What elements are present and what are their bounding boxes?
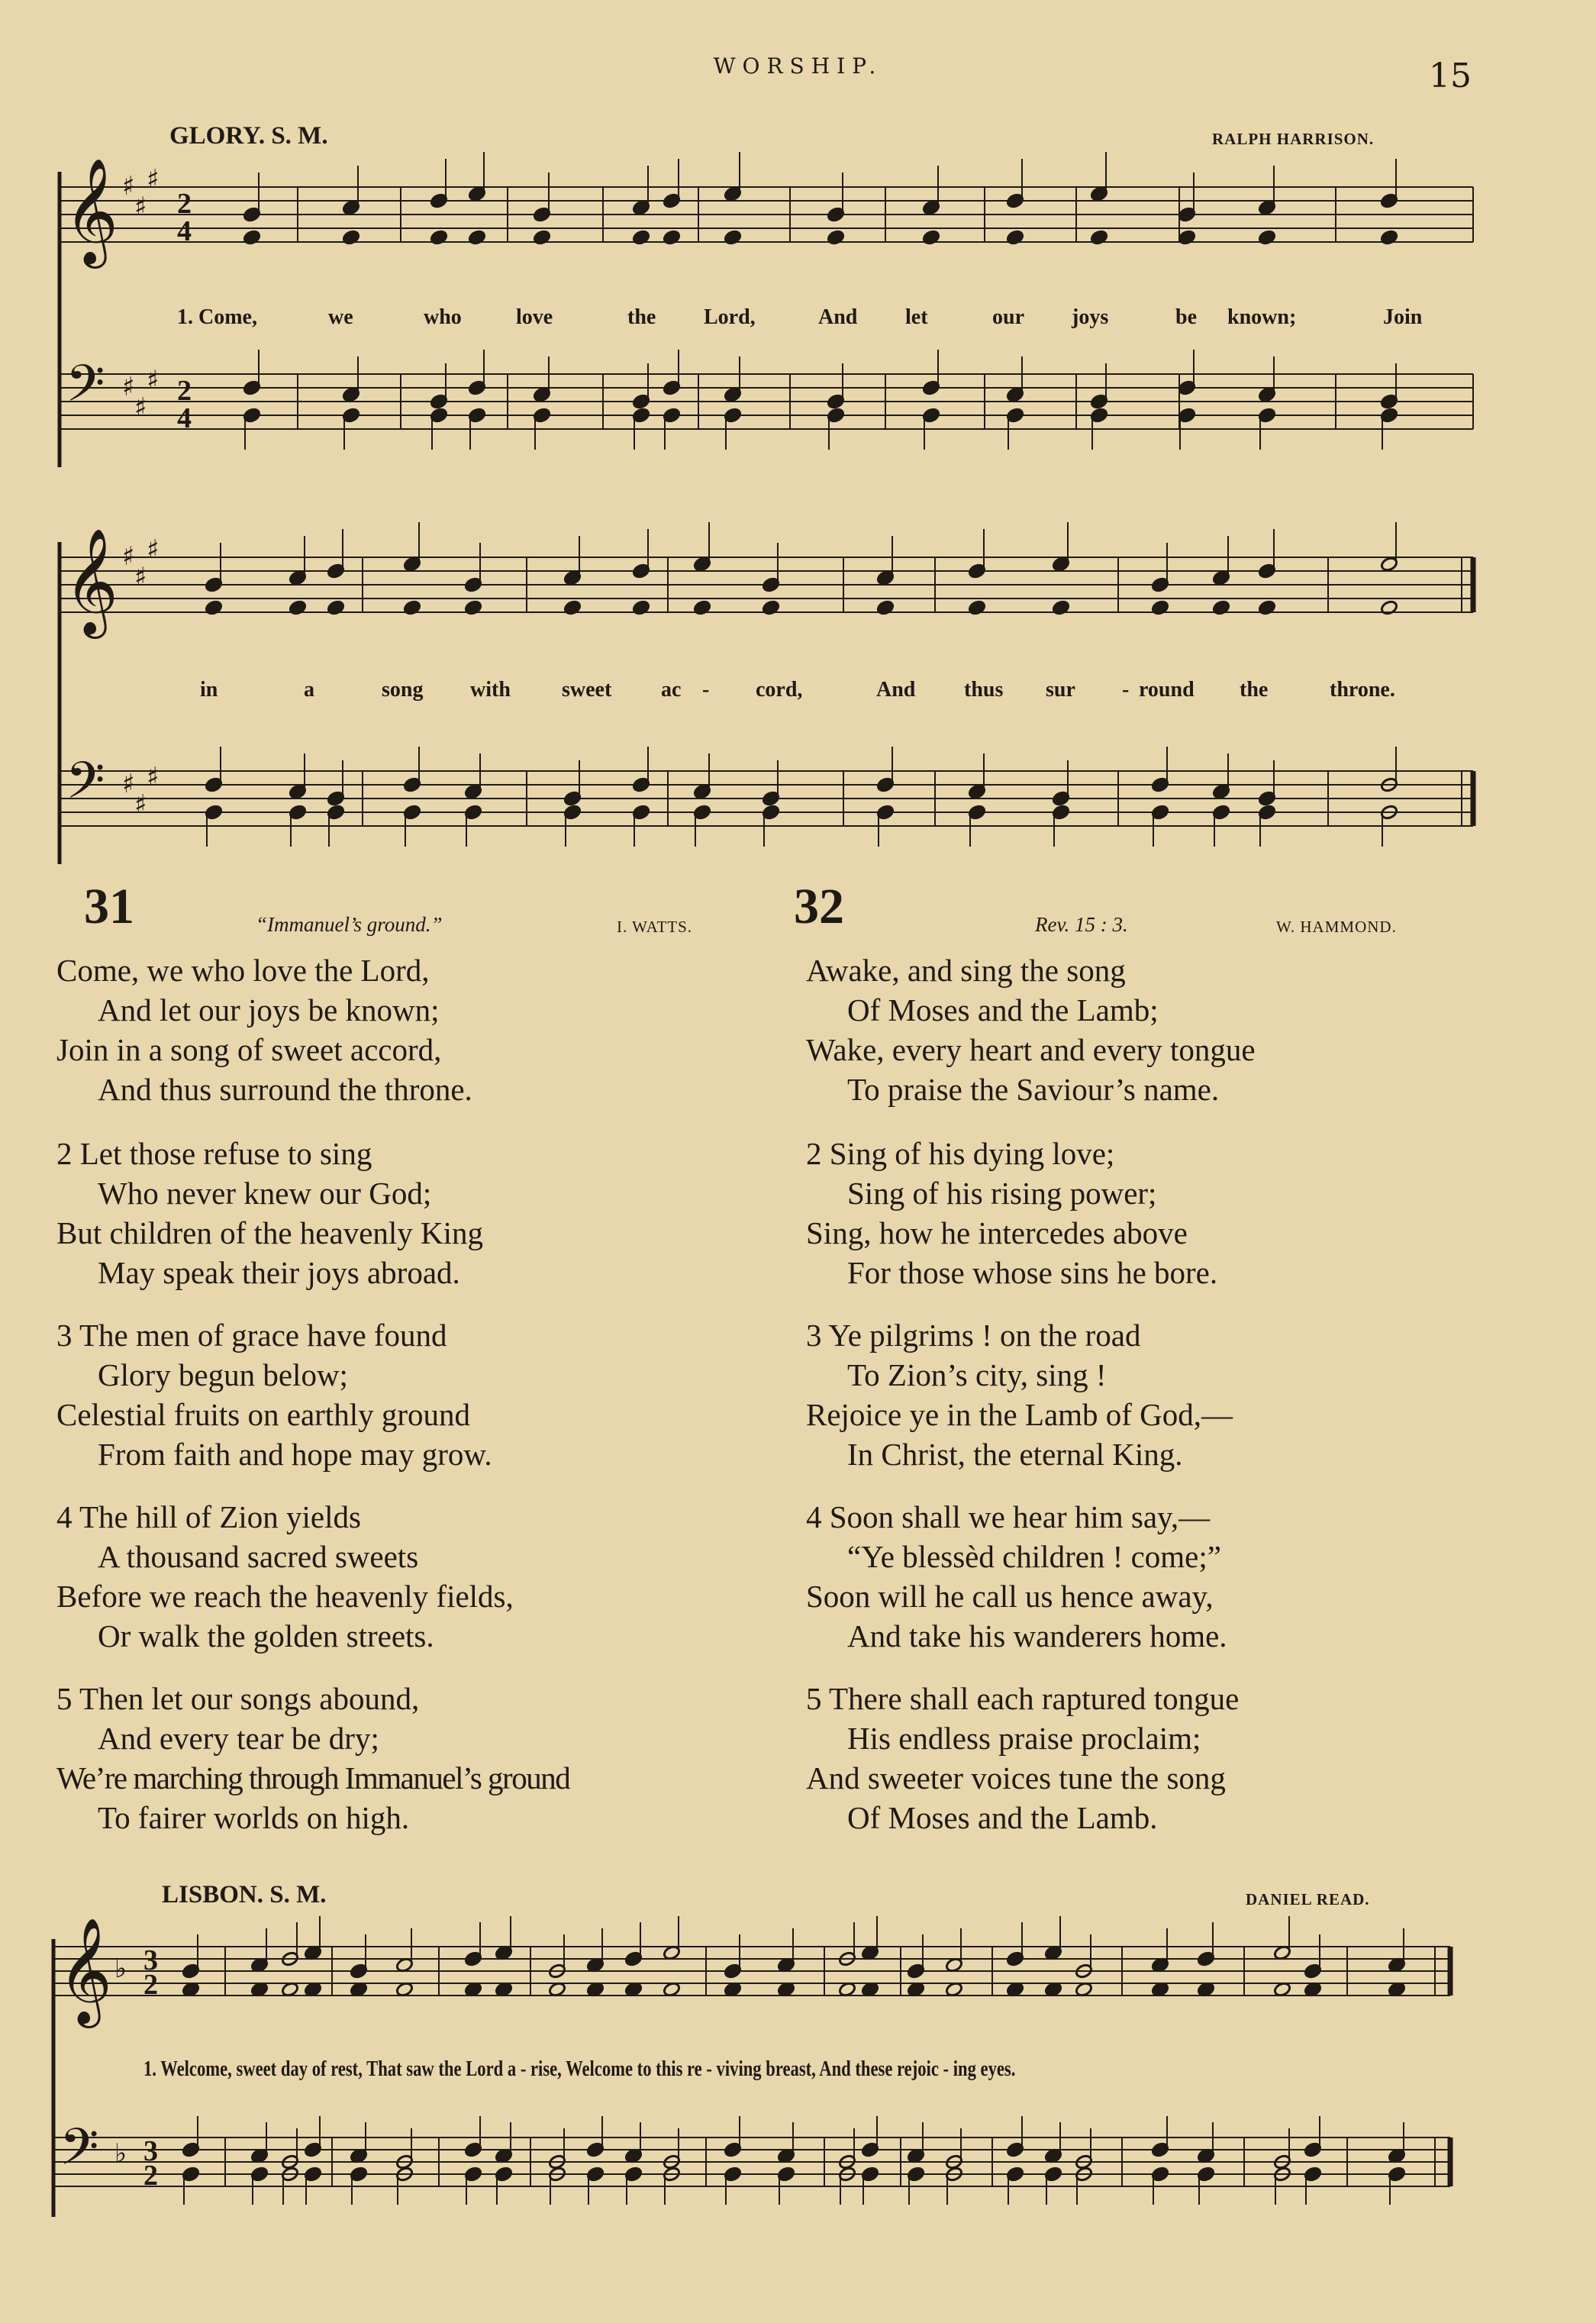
verse-line: Of Moses and the Lamb; [847,992,1159,1028]
lyric-syllable: thus [964,678,1004,702]
hymn-32-stanza-1 [806,950,1256,1109]
hymn-31-stanza-1 [56,950,472,1109]
hymn-31-reference: “Immanuel’s ground.” [256,913,443,936]
lyric-syllable: song [382,678,424,702]
quarter-note [663,229,681,245]
lyric-syllable: Join [1383,305,1423,329]
bass-clef: 𝄢 [66,354,105,425]
bass-clef: 𝄢 [60,2118,99,2189]
lyric-syllable: who [424,305,462,329]
lyric-syllable: sweet [562,678,612,702]
verse-line: To fairer worlds on high. [98,1800,410,1835]
hymn-32-stanza-4 [806,1497,1227,1656]
quarter-note [1052,599,1070,615]
verse-line: Awake, and sing the song [806,953,1126,988]
time-signature-bottom: 2 [143,1969,158,2001]
quarter-note [563,599,582,615]
verse-line: Sing of his rising power; [847,1176,1157,1211]
quarter-note [342,229,360,245]
quarter-note [922,229,940,245]
hymn-32-stanza-2 [806,1134,1217,1292]
quarter-note [1090,229,1108,245]
lyric-syllable: the [1240,678,1269,702]
lyric-syllable: throne. [1330,678,1395,702]
verse-line: But children of the heavenly King [56,1215,484,1250]
quarter-note [243,229,261,245]
time-signature-bottom: 2 [143,2160,158,2192]
lyric-syllable: sur [1046,678,1075,702]
verse-line: Celestial fruits on earthly ground [56,1397,470,1432]
verse-line: Wake, every heart and every tongue [806,1032,1256,1067]
quarter-note [876,599,895,615]
sharp-sign: ♯ [122,372,135,402]
verse-line: 3 Ye pilgrims ! on the road [806,1318,1141,1353]
verse-line: And let our joys be known; [98,992,440,1028]
time-signature-top: 3 [143,2135,158,2167]
quarter-note [1380,229,1398,245]
verse-line: A thousand sacred sweets [98,1539,419,1574]
lisbon-lyrics: 1. Welcome, sweet day of rest, That saw the Lord a - rise, Welcome to this re - viving breast, And these rejoic - ing eyes. [143,2057,1016,2081]
treble-clef: 𝄞 [64,528,118,634]
time-signature-top: 3 [143,1944,158,1976]
lyric-syllable: ac [661,678,682,702]
quarter-note [1006,229,1024,245]
verse-line: 2 Sing of his dying love; [806,1136,1115,1171]
lyric-syllable: round [1139,678,1195,702]
verse-line: For those whose sins he bore. [847,1255,1218,1290]
quarter-note [1258,599,1276,615]
time-signature-bottom: 4 [177,215,192,247]
hymn-31-author: I. WATTS. [617,918,693,936]
quarter-note [327,599,345,615]
hymn-number-31: 31 [84,879,134,934]
lyric-syllable: Lord, [704,305,756,329]
verse-line: To praise the Saviour’s name. [847,1072,1220,1107]
verse-line: Glory begun below; [98,1357,348,1392]
verse-line: 5 Then let our songs abound, [56,1681,420,1716]
quarter-note [468,229,486,245]
sharp-sign: ♯ [147,534,160,565]
sharp-sign: ♯ [147,164,160,195]
verse-line: Come, we who love the Lord, [56,953,430,988]
verse-line: 2 Let those refuse to sing [56,1136,372,1171]
verse-line: And thus surround the throne. [98,1072,472,1107]
quarter-note [693,599,711,615]
verse-line: 4 The hill of Zion yields [56,1499,361,1534]
verse-line: Of Moses and the Lamb. [847,1800,1158,1835]
sharp-sign: ♯ [122,769,135,799]
verse-line: Before we reach the heavenly fields, [56,1579,514,1614]
lyric-syllable: joys [1072,305,1109,329]
quarter-note [1212,599,1230,615]
hymn-32-reference: Rev. 15 : 3. [1035,913,1128,936]
hymn-31-stanza-4 [56,1497,514,1656]
verse-line: Or walk the golden streets. [98,1618,434,1654]
lyric-syllable: be [1175,305,1197,329]
running-title: WORSHIP. [713,53,883,79]
verse-line: 3 The men of grace have found [56,1318,447,1353]
sharp-sign: ♯ [147,762,160,792]
verse-line: We’re marching through Immanuel’s ground [56,1760,570,1795]
verse-line: To Zion’s city, sing ! [847,1357,1107,1392]
quarter-note [205,599,223,615]
quarter-note [1151,599,1169,615]
glory-lyrics-line-1 [0,305,1596,336]
hymn-31-stanza-5 [56,1679,569,1837]
lyric-syllable: our [992,305,1024,329]
verse-line: And take his wanderers home. [847,1618,1227,1654]
quarter-note [968,599,986,615]
hymn-32-author: W. HAMMOND. [1276,918,1397,936]
sharp-sign: ♯ [122,541,135,572]
quarter-note [762,599,780,615]
verse-line: Sing, how he intercedes above [806,1215,1188,1250]
half-note [1380,599,1398,615]
lyric-syllable: a [304,678,314,702]
lyric-syllable: the [627,305,656,329]
tune-name-lisbon: LISBON. S. M. [162,1881,327,1908]
quarter-note [464,599,482,615]
page-number: 15 [1429,56,1472,95]
lyric-syllable: cord, [756,678,803,702]
verse-line: His endless praise proclaim; [847,1721,1201,1756]
lyric-syllable: And [818,305,858,329]
hymn-31-stanza-3 [56,1315,492,1474]
sharp-sign: ♯ [134,392,147,423]
tune-name-glory: GLORY. S. M. [169,122,328,150]
verse-line: From faith and hope may grow. [98,1437,492,1472]
verse-line: “Ye blessèd children ! come;” [847,1539,1221,1574]
hymn-31-stanza-2 [56,1134,483,1292]
verse-line: 5 There shall each raptured tongue [806,1681,1240,1716]
lyric-syllable: let [905,305,928,329]
verse-line: And every tear be dry; [98,1721,379,1756]
lyric-syllable: we [328,305,353,329]
time-signature-bottom: 4 [177,402,192,434]
quarter-note [1258,229,1276,245]
verse-line: Who never knew our God; [98,1176,432,1211]
sharp-sign: ♯ [134,192,147,222]
quarter-note [533,229,551,245]
lyric-syllable: with [470,678,511,702]
verse-line: Soon will he call us hence away, [806,1579,1214,1614]
composer-glory: RALPH HARRISON. [1212,130,1375,148]
sharp-sign: ♯ [122,171,135,202]
flat-sign: ♭ [114,2138,127,2169]
lyric-syllable: love [516,305,553,329]
hymn-number-32: 32 [794,879,844,934]
verse-line: Rejoice ye in the Lamb of God,— [806,1397,1233,1432]
verse-line: In Christ, the eternal King. [847,1437,1183,1472]
glory-lyrics-line-2 [0,678,1596,708]
composer-lisbon: DANIEL READ. [1246,1890,1370,1908]
lyric-syllable: 1. Come, [177,305,257,329]
quarter-note [724,229,742,245]
quarter-note [1178,229,1196,245]
lyric-syllable: And [876,678,916,702]
verse-line: Join in a song of sweet accord, [56,1032,442,1067]
quarter-note [403,599,421,615]
hymn-32-stanza-3 [806,1315,1233,1474]
treble-clef: 𝄞 [64,158,118,264]
sharp-sign: ♯ [134,789,147,820]
verse-line: 4 Soon shall we hear him say,— [806,1499,1211,1534]
sharp-sign: ♯ [134,562,147,592]
quarter-note [289,599,307,615]
quarter-note [430,229,448,245]
lyric-syllable: - [1122,678,1130,702]
time-signature-top: 2 [177,375,192,407]
bass-clef: 𝄢 [66,751,105,822]
hymn-32-stanza-5 [806,1679,1239,1837]
quarter-note [632,599,650,615]
treble-clef: 𝄞 [58,1918,112,2024]
verse-line: And sweeter voices tune the song [806,1760,1226,1795]
verse-line: May speak their joys abroad. [98,1255,460,1290]
sharp-sign: ♯ [147,365,160,395]
flat-sign: ♭ [114,1954,127,1984]
lyric-syllable: in [200,678,218,702]
lyric-syllable: - [702,678,710,702]
time-signature-top: 2 [177,188,192,220]
quarter-note [827,229,845,245]
lyric-syllable: known; [1227,305,1297,329]
quarter-note [632,229,650,245]
